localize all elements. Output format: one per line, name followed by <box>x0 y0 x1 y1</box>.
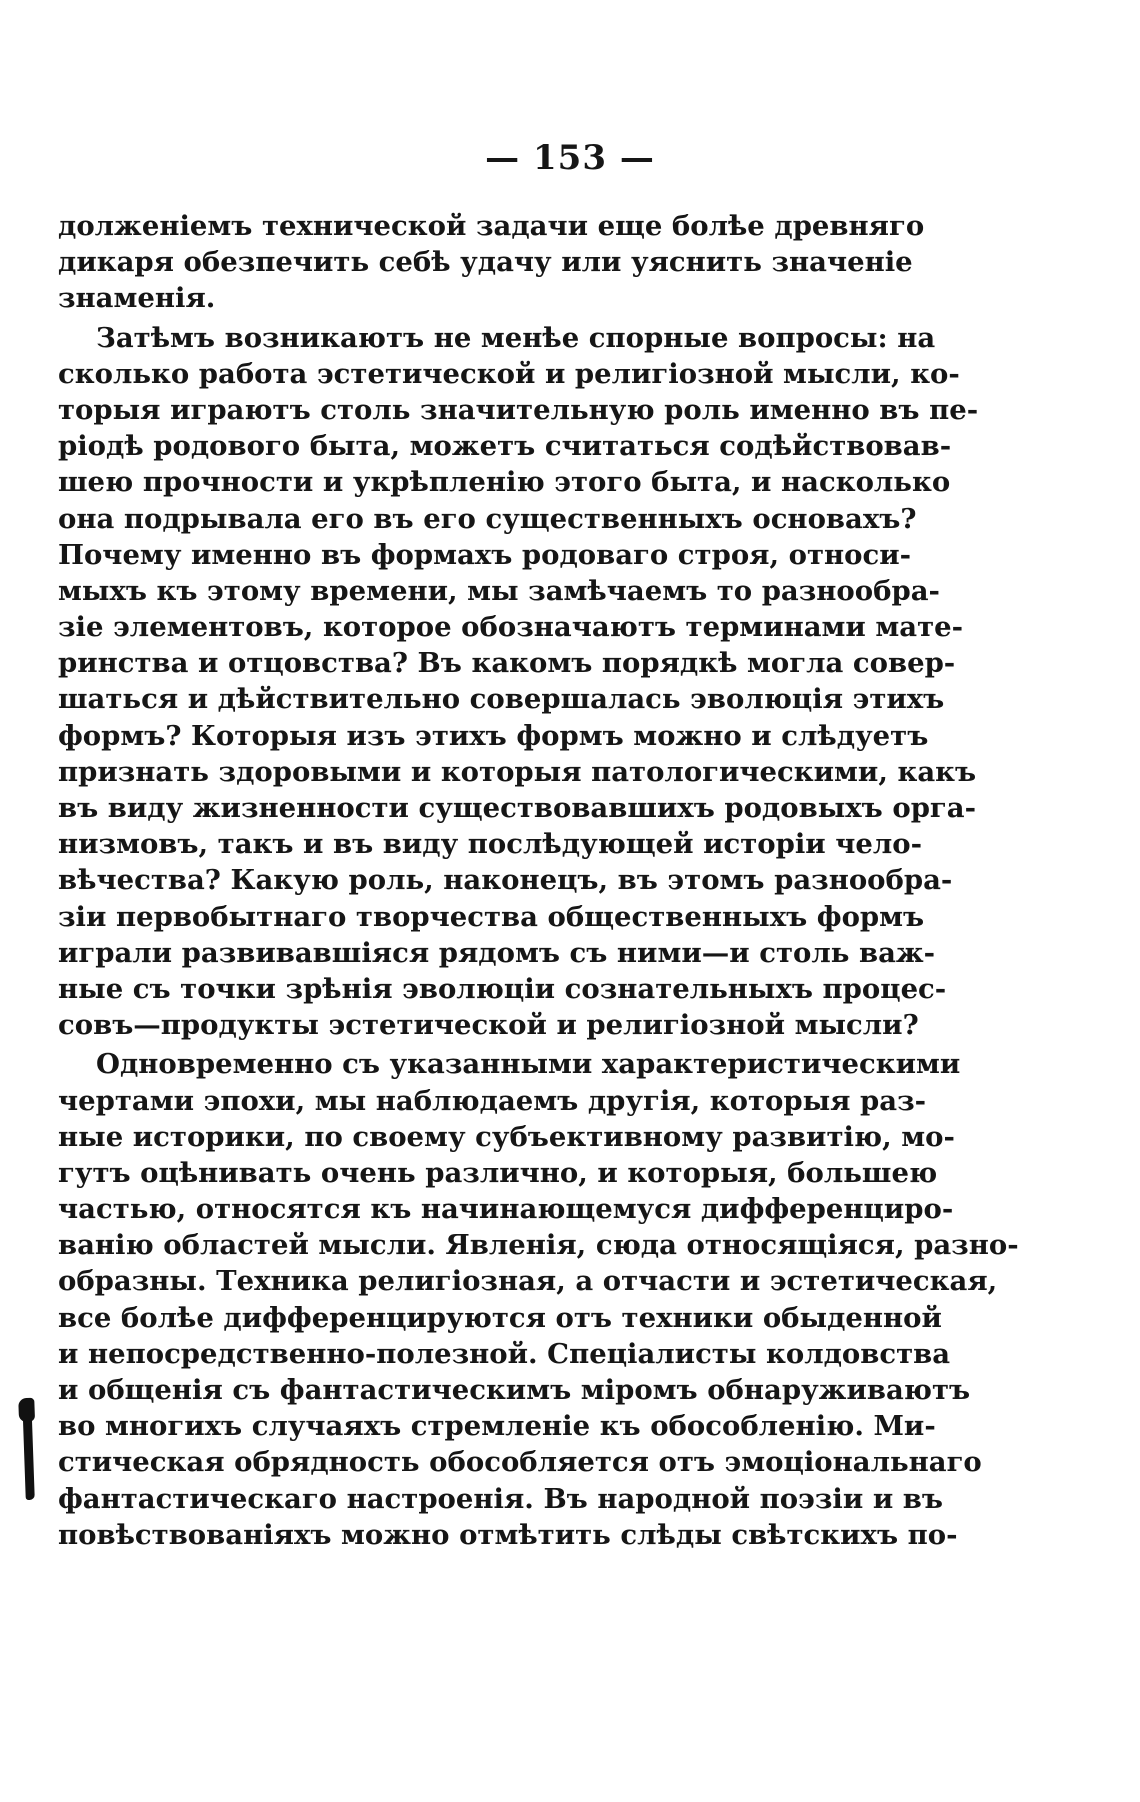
text-line: совъ—продукты эстетической и религіозной мысли? <box>58 1009 919 1042</box>
text-line: частью, относятся къ начинающемуся дифференциро- <box>58 1193 954 1226</box>
text-line: признать здоровыми и которыя патологическими, какъ <box>58 755 977 788</box>
paragraph <box>58 208 925 317</box>
text-line: шаться и дѣйствительно совершалась эволюція этихъ <box>58 683 945 716</box>
text-line: низмовъ, такъ и въ виду послѣдующей исторіи чело- <box>58 828 923 861</box>
text-line: стическая обрядность обособляется отъ эмоціональнаго <box>58 1446 982 1479</box>
text-line: Затѣмъ возникаютъ не менѣе спорные вопросы: на <box>96 321 936 354</box>
text-line: Одновременно съ указанными характеристическими <box>96 1048 961 1081</box>
margin-ink-mark <box>22 1398 35 1500</box>
text-line: ванію областей мысли. Явленія, сюда относящіяся, разно- <box>58 1229 1019 1262</box>
page-number: — 153 — <box>485 138 655 178</box>
text-line: все болѣе дифференцируются отъ техники обыденной <box>58 1301 942 1334</box>
text-line: фантастическаго настроенія. Въ народной поэзіи и въ <box>58 1482 943 1515</box>
text-line: Почему именно въ формахъ родоваго строя, относи- <box>58 538 912 571</box>
text-line: образны. Техника религіозная, а отчасти и эстетическая, <box>58 1265 998 1298</box>
text-line: въ виду жизненности существовавшихъ родовыхъ орга- <box>58 792 977 824</box>
text-line: и непосредственно-полезной. Спеціалисты колдовства <box>58 1337 951 1370</box>
paragraph <box>58 1046 1019 1553</box>
text-line: чертами эпохи, мы наблюдаемъ другія, которыя раз- <box>58 1084 927 1117</box>
text-line: ные историки, по своему субъективному развитію, мо- <box>58 1120 955 1153</box>
text-line: ринства и отцовства? Въ какомъ порядкѣ могла совер- <box>58 647 956 680</box>
text-body <box>58 208 1019 1553</box>
text-line: повѣствованіяхъ можно отмѣтить слѣды свѣтскихъ по- <box>58 1518 958 1551</box>
text-line: шею прочности и укрѣпленію этого быта, и насколько <box>58 466 951 499</box>
text-line: играли развивавшіяся рядомъ съ ними—и столь важ- <box>58 936 936 969</box>
text-line: мыхъ къ этому времени, мы замѣчаемъ то разнообра- <box>58 574 940 607</box>
text-line: во многихъ случаяхъ стремленіе къ обособленію. Ми- <box>58 1410 936 1443</box>
text-line: зіе элементовъ, которое обозначаютъ терминами мате- <box>58 611 964 644</box>
text-line: ные съ точки зрѣнія эволюціи сознательныхъ процес- <box>58 972 947 1005</box>
text-line: долженіемъ технической задачи еще болѣе древняго <box>58 210 925 242</box>
text-line: дикаря обезпечить себѣ удачу или уяснить значеніе <box>58 246 913 279</box>
text-line: она подрывала его въ его существенныхъ основахъ? <box>58 502 917 535</box>
text-line: и общенія съ фантастическимъ міромъ обнаруживаютъ <box>58 1374 971 1406</box>
text-line: сколько работа эстетической и религіозной мысли, ко- <box>58 357 960 390</box>
text-line: торыя играютъ столь значительную роль именно въ пе- <box>58 393 979 426</box>
text-line: ріодѣ родового быта, можетъ считаться содѣйствовав- <box>58 430 952 463</box>
paragraph <box>58 320 979 1044</box>
text-line: вѣчества? Какую роль, наконецъ, въ этомъ разнообра- <box>58 864 953 897</box>
text-line: зіи первобытнаго творчества общественныхъ формъ <box>58 900 925 933</box>
text-line: знаменія. <box>58 282 216 315</box>
text-line: формъ? Которыя изъ этихъ формъ можно и слѣдуетъ <box>58 719 929 752</box>
text-line: гутъ оцѣнивать очень различно, и которыя, большею <box>58 1156 938 1189</box>
